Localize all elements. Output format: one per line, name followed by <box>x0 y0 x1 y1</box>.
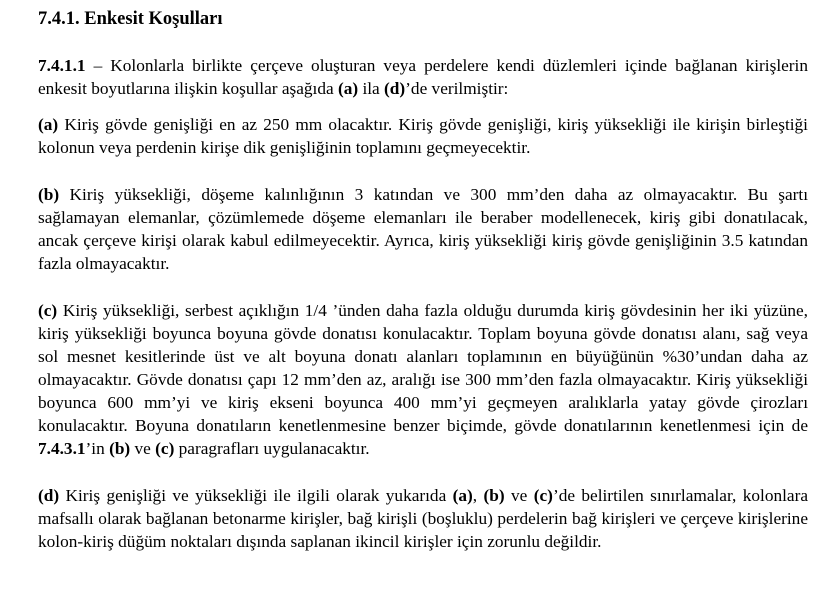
ref-b: (b) <box>483 486 505 505</box>
clause-number: 7.4.1.1 <box>38 56 86 75</box>
item-a-paragraph <box>38 113 808 159</box>
item-c-paragraph <box>38 299 808 460</box>
ref-b: (b) <box>109 439 131 458</box>
ref-section: 7.4.3.1 <box>38 439 86 458</box>
item-c-text-3: ve <box>130 439 156 458</box>
item-a-text: Kiriş gövde genişliği en az 250 mm olacaktır. Kiriş gövde genişliği, kiriş yüksekliği ile kirişin birleştiği kolonun veya perdenin kirişe dik genişliğinin toplamını geçmeyecektir. <box>38 115 808 157</box>
item-d-label: (d) <box>38 486 60 505</box>
item-c-text-4: paragrafları uygulanacaktır. <box>174 439 370 458</box>
ref-c: (c) <box>533 486 553 505</box>
intro-text-2: ila <box>358 79 385 98</box>
item-c-text-2: ’in <box>85 439 110 458</box>
item-d-text-3: ve <box>504 486 534 505</box>
item-b-label: (b) <box>38 185 60 204</box>
item-c-label: (c) <box>38 301 58 320</box>
item-d-paragraph <box>38 484 808 553</box>
ref-d: (d) <box>384 79 406 98</box>
ref-c: (c) <box>155 439 175 458</box>
item-d-text-4: ’de belirtilen sınırlamalar, kolonlara mafsallı olarak bağlanan betonarme kirişler, bağ kirişli (boşluklu) perdelerin bağ kirişleri ve çerçeve kirişlerine kolon-kiriş düğüm noktaları dışında saplanan ikincil kirişler için zorunlu değildir. <box>38 486 808 551</box>
intro-text-1: – Kolonlarla birlikte çerçeve oluşturan veya perdelere kendi düzlemleri içinde bağlanan kirişlerin enkesit boyutlarına ilişkin koşullar aşağıda <box>38 56 808 98</box>
item-b-paragraph <box>38 183 808 275</box>
section-heading: 7.4.1. Enkesit Koşulları <box>38 9 223 29</box>
ref-a: (a) <box>337 79 359 98</box>
item-d-text-1: Kiriş genişliği ve yüksekliği ile ilgili olarak yukarıda <box>59 486 453 505</box>
intro-paragraph <box>38 54 808 100</box>
ref-a: (a) <box>452 486 473 505</box>
item-d-text-2: , <box>472 486 484 505</box>
intro-text-3: ’de verilmiştir: <box>405 79 509 98</box>
item-a-label: (a) <box>38 115 59 134</box>
item-c-text-1: Kiriş yüksekliği, serbest açıklığın 1/4 ’ünden daha fazla olduğu durumda kiriş gövdesinin her iki yüzüne, kiriş yüksekliği boyunca boyuna gövde donatısı konulacaktır. Toplam boyuna gövde donatısı alanı, sağ veya sol mesnet kesitlerinde üst ve alt boyuna donatı alanları toplamının en büyüğünün %30’undan daha az olmayacaktır. Gövde donatısı çapı 12 mm’den az, aralığı ise 300 mm’den fazla olmayacaktır. Kiriş yüksekliği boyunca 600 mm’yi ve kiriş ekseni boyunca 400 mm’yi geçmeyen aralıklarla yatay gövde çirozları konulacaktır. Boyuna donatıların kenetlenmesine benzer biçimde, gövde donatılarının kenetlenmesi için de <box>38 301 808 435</box>
item-b-text: Kiriş yüksekliği, döşeme kalınlığının 3 katından ve 300 mm’den daha az olmayacaktır. Bu şartı sağlamayan elemanlar, çözümlemede döşeme elemanları ile beraber modellenecek, kiriş gibi donatılacak, ancak çerçeve kirişi olarak kabul edilmeyecektir. Ayrıca, kiriş yüksekliği kiriş gövde genişliğinin 3.5 katından fazla olmayacaktır. <box>38 185 808 273</box>
